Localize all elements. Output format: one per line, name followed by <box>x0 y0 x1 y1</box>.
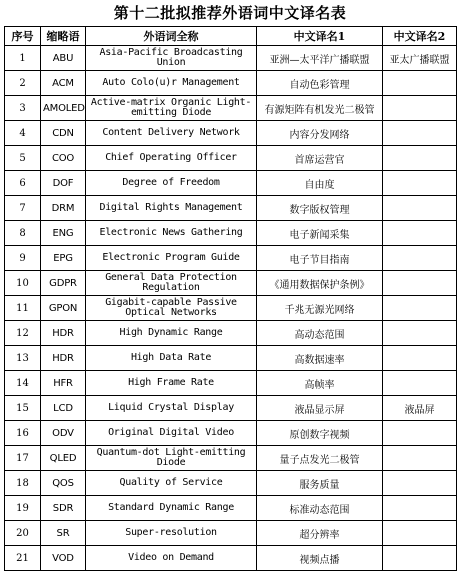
cell-abbreviation: EPG <box>41 246 86 271</box>
cell-number: 8 <box>5 221 41 246</box>
cell-number: 17 <box>5 446 41 471</box>
cell-number: 12 <box>5 321 41 346</box>
cell-full-name: High Data Rate <box>86 346 257 371</box>
table-row <box>5 71 457 96</box>
header-full-name: 外语词全称 <box>86 27 257 46</box>
cell-chinese-name-2: 亚太广播联盟 <box>383 46 457 71</box>
cell-abbreviation: LCD <box>41 396 86 421</box>
cell-chinese-name-1: 高数据速率 <box>257 346 383 371</box>
cell-abbreviation: HDR <box>41 321 86 346</box>
table-row <box>5 146 457 171</box>
cell-number: 10 <box>5 271 41 296</box>
cell-chinese-name-2 <box>383 446 457 471</box>
cell-chinese-name-2 <box>383 321 457 346</box>
cell-number: 5 <box>5 146 41 171</box>
cell-chinese-name-1: 内容分发网络 <box>257 121 383 146</box>
cell-number: 18 <box>5 471 41 496</box>
table-row <box>5 446 457 471</box>
cell-number: 19 <box>5 496 41 521</box>
cell-chinese-name-1: 自动色彩管理 <box>257 71 383 96</box>
cell-full-name: Degree of Freedom <box>86 171 257 196</box>
cell-number: 15 <box>5 396 41 421</box>
cell-abbreviation: DOF <box>41 171 86 196</box>
cell-abbreviation: COO <box>41 146 86 171</box>
cell-number: 6 <box>5 171 41 196</box>
cell-chinese-name-1: 服务质量 <box>257 471 383 496</box>
cell-chinese-name-1: 首席运营官 <box>257 146 383 171</box>
cell-abbreviation: QOS <box>41 471 86 496</box>
cell-chinese-name-2 <box>383 96 457 121</box>
cell-chinese-name-1: 《通用数据保护条例》 <box>257 271 383 296</box>
cell-chinese-name-2 <box>383 146 457 171</box>
cell-full-name: Content Delivery Network <box>86 121 257 146</box>
cell-number: 14 <box>5 371 41 396</box>
cell-full-name: Digital Rights Management <box>86 196 257 221</box>
cell-abbreviation: HFR <box>41 371 86 396</box>
cell-number: 20 <box>5 521 41 546</box>
cell-abbreviation: ODV <box>41 421 86 446</box>
cell-chinese-name-2 <box>383 546 457 571</box>
cell-chinese-name-1: 亚洲—太平洋广播联盟 <box>257 46 383 71</box>
cell-chinese-name-2 <box>383 246 457 271</box>
cell-full-name: Super-resolution <box>86 521 257 546</box>
table-row <box>5 321 457 346</box>
cell-number: 3 <box>5 96 41 121</box>
cell-chinese-name-1: 电子新闻采集 <box>257 221 383 246</box>
cell-full-name: Quantum-dot Light-emitting Diode <box>86 446 257 471</box>
table-row <box>5 471 457 496</box>
cell-number: 7 <box>5 196 41 221</box>
cell-number: 11 <box>5 296 41 321</box>
cell-number: 13 <box>5 346 41 371</box>
cell-full-name: General Data Protection Regulation <box>86 271 257 296</box>
cell-chinese-name-2 <box>383 171 457 196</box>
cell-chinese-name-1: 量子点发光二极管 <box>257 446 383 471</box>
table-body <box>5 46 457 571</box>
cell-full-name: High Dynamic Range <box>86 321 257 346</box>
cell-chinese-name-2 <box>383 71 457 96</box>
table-row <box>5 521 457 546</box>
document-title: 第十二批拟推荐外语词中文译名表 <box>113 4 347 22</box>
cell-chinese-name-1: 液晶显示屏 <box>257 396 383 421</box>
cell-chinese-name-1: 高帧率 <box>257 371 383 396</box>
cell-abbreviation: ENG <box>41 221 86 246</box>
cell-number: 1 <box>5 46 41 71</box>
cell-chinese-name-2 <box>383 296 457 321</box>
cell-chinese-name-1: 千兆无源光网络 <box>257 296 383 321</box>
table-row <box>5 296 457 321</box>
table-row <box>5 546 457 571</box>
header-abbreviation: 缩略语 <box>41 27 86 46</box>
cell-full-name: Liquid Crystal Display <box>86 396 257 421</box>
table-row <box>5 196 457 221</box>
table-row <box>5 496 457 521</box>
table-row <box>5 96 457 121</box>
cell-chinese-name-1: 视频点播 <box>257 546 383 571</box>
table-row <box>5 271 457 296</box>
cell-chinese-name-1: 原创数字视频 <box>257 421 383 446</box>
cell-chinese-name-2 <box>383 196 457 221</box>
cell-chinese-name-1: 电子节目指南 <box>257 246 383 271</box>
cell-abbreviation: VOD <box>41 546 86 571</box>
cell-full-name: Auto Colo(u)r Management <box>86 71 257 96</box>
cell-full-name: Standard Dynamic Range <box>86 496 257 521</box>
cell-full-name: Active-matrix Organic Light-emitting Diode <box>86 96 257 121</box>
table-row <box>5 171 457 196</box>
cell-full-name: Electronic News Gathering <box>86 221 257 246</box>
cell-abbreviation: GPON <box>41 296 86 321</box>
cell-abbreviation: QLED <box>41 446 86 471</box>
table-header-row <box>5 27 457 46</box>
cell-abbreviation: CDN <box>41 121 86 146</box>
cell-abbreviation: AMOLED <box>41 96 86 121</box>
cell-full-name: Electronic Program Guide <box>86 246 257 271</box>
cell-full-name: Quality of Service <box>86 471 257 496</box>
header-chinese-name-1: 中文译名1 <box>257 27 383 46</box>
cell-abbreviation: SDR <box>41 496 86 521</box>
table-row <box>5 396 457 421</box>
cell-full-name: Asia-Pacific Broadcasting Union <box>86 46 257 71</box>
cell-chinese-name-1: 数字版权管理 <box>257 196 383 221</box>
table-row <box>5 421 457 446</box>
cell-full-name: Video on Demand <box>86 546 257 571</box>
cell-abbreviation: SR <box>41 521 86 546</box>
cell-full-name: Original Digital Video <box>86 421 257 446</box>
cell-chinese-name-2 <box>383 471 457 496</box>
header-chinese-name-2: 中文译名2 <box>383 27 457 46</box>
table-row <box>5 246 457 271</box>
cell-chinese-name-2 <box>383 496 457 521</box>
cell-chinese-name-1: 超分辨率 <box>257 521 383 546</box>
cell-chinese-name-2 <box>383 521 457 546</box>
cell-chinese-name-2 <box>383 371 457 396</box>
table-row <box>5 371 457 396</box>
cell-chinese-name-2: 液晶屏 <box>383 396 457 421</box>
cell-chinese-name-2 <box>383 271 457 296</box>
cell-chinese-name-2 <box>383 121 457 146</box>
cell-chinese-name-2 <box>383 421 457 446</box>
table-row <box>5 221 457 246</box>
table-row <box>5 46 457 71</box>
cell-number: 4 <box>5 121 41 146</box>
cell-abbreviation: HDR <box>41 346 86 371</box>
cell-chinese-name-1: 有源矩阵有机发光二极管 <box>257 96 383 121</box>
cell-number: 9 <box>5 246 41 271</box>
cell-abbreviation: ABU <box>41 46 86 71</box>
cell-full-name: High Frame Rate <box>86 371 257 396</box>
cell-chinese-name-1: 高动态范围 <box>257 321 383 346</box>
header-number: 序号 <box>5 27 41 46</box>
cell-chinese-name-2 <box>383 346 457 371</box>
cell-abbreviation: GDPR <box>41 271 86 296</box>
cell-full-name: Chief Operating Officer <box>86 146 257 171</box>
table-row <box>5 346 457 371</box>
cell-number: 21 <box>5 546 41 571</box>
table-row <box>5 121 457 146</box>
cell-number: 16 <box>5 421 41 446</box>
cell-chinese-name-2 <box>383 221 457 246</box>
cell-chinese-name-1: 自由度 <box>257 171 383 196</box>
cell-number: 2 <box>5 71 41 96</box>
cell-abbreviation: ACM <box>41 71 86 96</box>
translation-table <box>4 26 457 571</box>
cell-abbreviation: DRM <box>41 196 86 221</box>
cell-chinese-name-1: 标准动态范围 <box>257 496 383 521</box>
cell-full-name: Gigabit-capable Passive Optical Networks <box>86 296 257 321</box>
